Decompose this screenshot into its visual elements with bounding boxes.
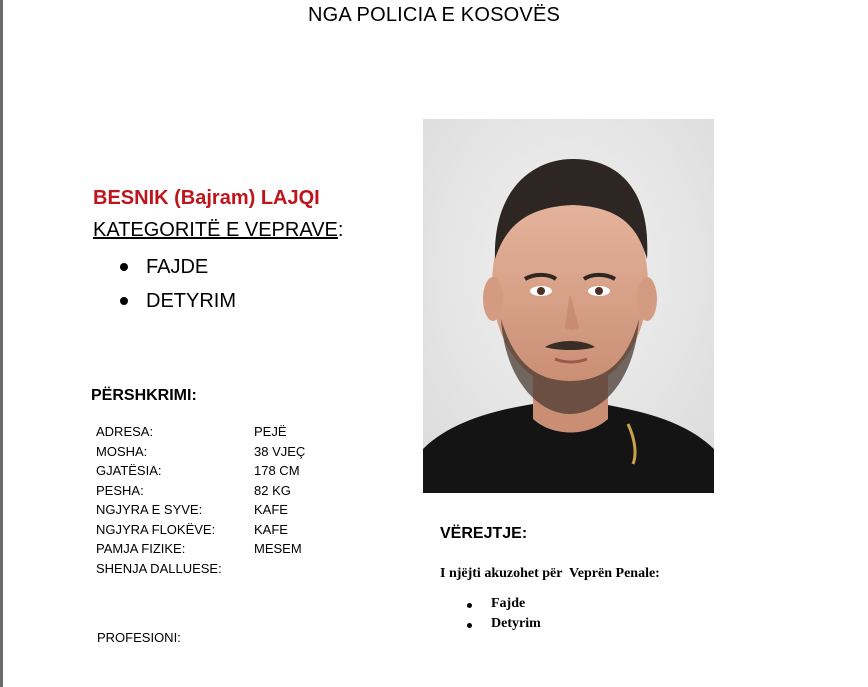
description-value: PEJË: [254, 424, 287, 439]
description-row: [96, 522, 356, 542]
category-item: [120, 255, 236, 289]
category-item: [120, 289, 236, 323]
categories-heading-colon: :: [337, 219, 344, 241]
description-row: [96, 483, 356, 503]
categories-heading: [93, 219, 343, 242]
description-label: PESHA:: [96, 482, 144, 498]
description-label: GJATËSIA:: [96, 463, 162, 478]
description-label: SHENJA DALLUESE:: [96, 560, 222, 576]
profession-label: PROFESIONI:: [97, 630, 181, 645]
notes-item: [467, 616, 541, 636]
description-label: PAMJA FIZIKE:: [96, 541, 186, 556]
description-row: [96, 444, 356, 464]
notes-list: [467, 596, 541, 636]
description-row: [96, 502, 356, 522]
description-label: ADRESA:: [96, 424, 154, 439]
description-value: 38 VJEÇ: [254, 443, 306, 459]
description-table: [96, 424, 356, 580]
bullet-icon: [120, 297, 128, 305]
description-value: KAFE: [254, 502, 288, 517]
description-row: [96, 541, 356, 561]
notes-item: [467, 596, 541, 616]
page-left-border: [0, 0, 3, 687]
description-label: NGJYRA FLOKËVE:: [96, 521, 216, 537]
category-label: FAJDE: [146, 256, 209, 278]
notes-text: I njëjti akuzohet për Veprën Penale:: [440, 566, 660, 581]
categories-list: [120, 255, 236, 323]
notes-item-label: Detyrim: [491, 616, 541, 631]
subject-name: BESNIK (Bajram) LAJQI: [93, 187, 320, 209]
bullet-icon: [467, 603, 472, 608]
description-heading: PËRSHKRIMI:: [91, 387, 197, 404]
description-value: MESEM: [254, 541, 302, 556]
category-label: DETYRIM: [146, 290, 236, 312]
bullet-icon: [467, 623, 472, 628]
categories-heading-text: KATEGORITË E VEPRAVE: [93, 219, 338, 241]
notes-heading: VËREJTJE:: [440, 525, 528, 542]
page-title: NGA POLICIA E KOSOVËS: [307, 4, 561, 26]
description-value: 82 KG: [254, 482, 291, 498]
description-label: NGJYRA E SYVE:: [96, 502, 203, 517]
description-row: [96, 424, 356, 444]
description-value: 178 CM: [254, 463, 300, 478]
subject-photo: [423, 119, 714, 493]
description-value: KAFE: [254, 521, 288, 537]
bullet-icon: [120, 263, 128, 271]
description-row: [96, 463, 356, 483]
description-row: [96, 561, 356, 581]
portrait-image: [423, 119, 714, 493]
notes-item-label: Fajde: [491, 596, 526, 611]
description-label: MOSHA:: [96, 443, 148, 459]
